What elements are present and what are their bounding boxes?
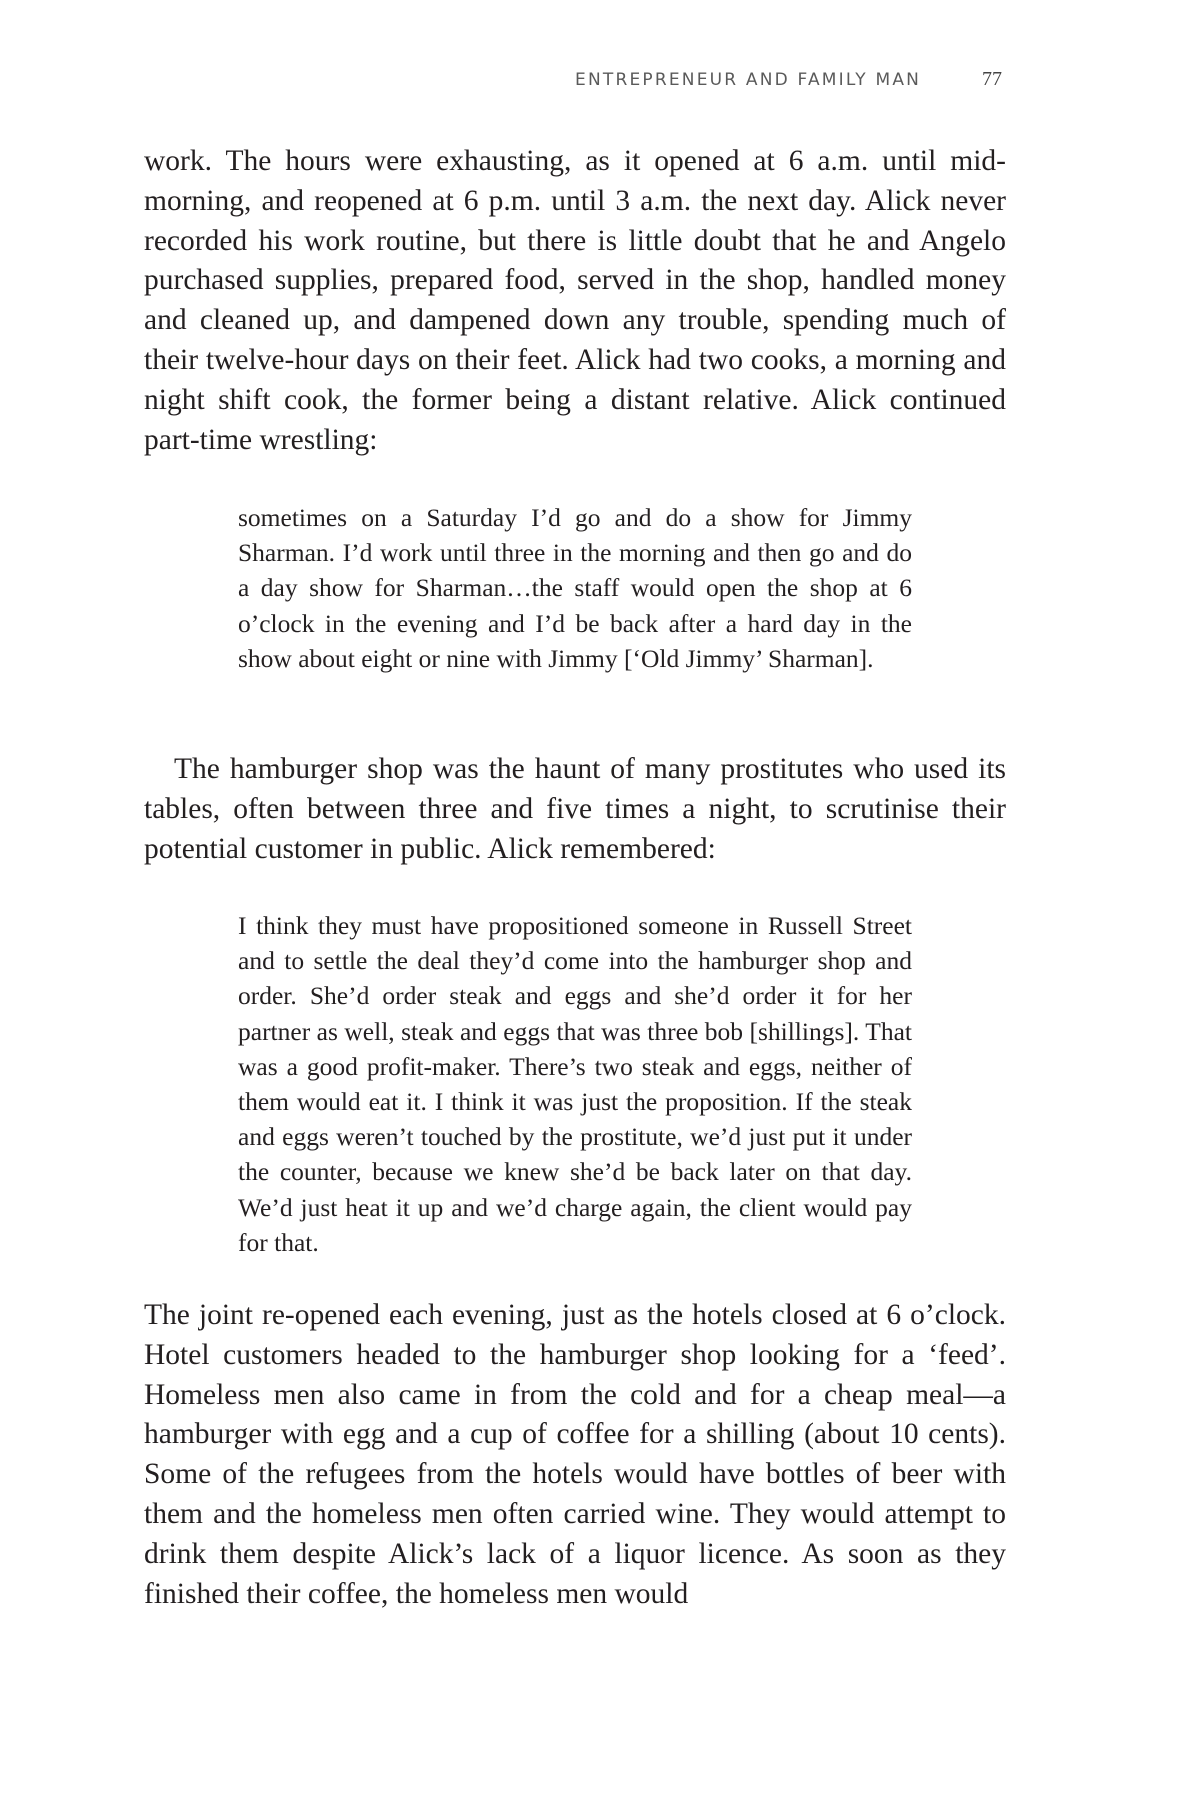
body-paragraph-2: The hamburger shop was the haunt of many prostitutes who used its tables, often between three and five times a night, to scrutinise their potential customer in public. Alick remembered: [144, 753, 1006, 865]
body-paragraph-3: The joint re-opened each evening, just as the hotels closed at 6 o’clock. Hotel customers headed to the hamburger shop looking for a ‘feed’. Homeless men also came in from the cold and for a cheap meal—a hamburger with egg and a cup of coffee for a shilling (about 10 cents). Some of the refugees from the hotels would have bottles of beer with them and the homeless men often carried wine. They would attempt to drink them despite Alick’s lack of a liquor licence. As soon as they finished their coffee, the homeless men would [144, 1299, 1006, 1610]
body-paragraph-1: work. The hours were exhausting, as it opened at 6 a.m. until mid-morning, and reopened at 6 p.m. until 3 a.m. the next day. Alick never recorded his work routine, but there is little doubt that he and Angelo purchased supplies, prepared food, served in the shop, handled money and cleaned up, and dampened down any trouble, spending much of their twelve-hour days on their feet. Alick had two cooks, a morning and night shift cook, the former being a distant relative. Alick continued part-time wrestling: [144, 145, 1006, 456]
running-head: ENTREPRENEUR AND FAMILY MAN [575, 70, 922, 90]
block-quote-1: sometimes on a Saturday I’d go and do a show for Jimmy Sharman. I’d work until three in the morning and then go and do a day show for Sharman…the staff would open the shop at 6 o’clock in the evening and I’d be back after a hard day in the show about eight or nine with Jimmy [‘Old Jimmy’ Sharman]. [238, 503, 912, 673]
page-number: 77 [982, 68, 1002, 90]
block-quote-2: I think they must have propositioned someone in Russell Street and to settle the deal they’d come into the hamburger shop and order. She’d order steak and eggs and she’d order it for her partner as well, steak and eggs that was three bob [shillings]. That was a good profit-maker. There’s two steak and eggs, neither of them would eat it. I think it was just the proposition. If the steak and eggs weren’t touched by the prostitute, we’d just put it under the counter, because we knew she’d be back later on that day. We’d just heat it up and we’d charge again, the client would pay for that. [238, 911, 912, 1257]
